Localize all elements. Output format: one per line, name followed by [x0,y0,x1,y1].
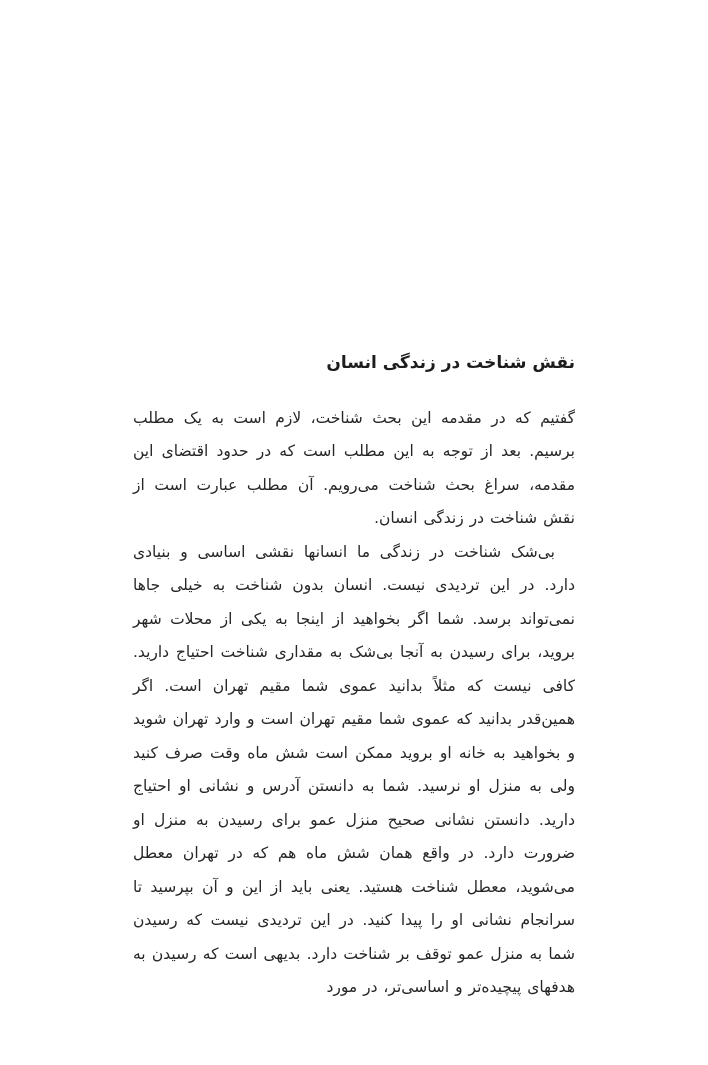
text-block [133,352,575,1005]
paragraph-body: بی‌شک شناخت در زندگی ما انسانها نقشی اساسی و بنیادی دارد. در این تردیدی نیست. انسان بدون شناخت به خیلی جاها نمی‌تواند برسد. شما اگر بخواهید از اینجا به یکی از محلات شهر بروید، برای رسیدن به آنجا بی‌شک به مقداری شناخت احتیاج دارید. کافی نیست که مثلاً بدانید عموی شما مقیم تهران است. اگر همین‌قدر بدانید که عموی شما مقیم تهران است و وارد تهران شوید و بخواهید به خانه او بروید ممکن است شش ماه وقت صرف کنید ولی به منزل او نرسید. شما به دانستن آدرس و نشانی او احتیاج دارید. دانستن نشانی صحیح منزل عمو برای رسیدن به منزل او ضرورت دارد. در واقع همان شش ماه هم که در تهران معطل می‌شوید، معطل شناخت هستید. یعنی باید از این و آن بپرسید تا سرانجام نشانی او را پیدا کنید. در این تردیدی نیست که رسیدن شما به منزل عمو توقف بر شناخت دارد. بدیهی است که رسیدن به هدفهای پیچیده‌تر و اساسی‌تر، در مورد [133,542,575,997]
chapter-title: نقش شناخت در زندگی انسان [326,353,575,373]
paragraph-intro: گفتیم که در مقدمه این بحث شناخت، لازم است به یک مطلب برسیم. بعد از توجه به این مطلب است که در حدود اقتضای این مقدمه، سراغ بحث شناخت می‌رویم. آن مطلب عبارت است از نقش شناخت در زندگی انسان. [133,408,575,528]
